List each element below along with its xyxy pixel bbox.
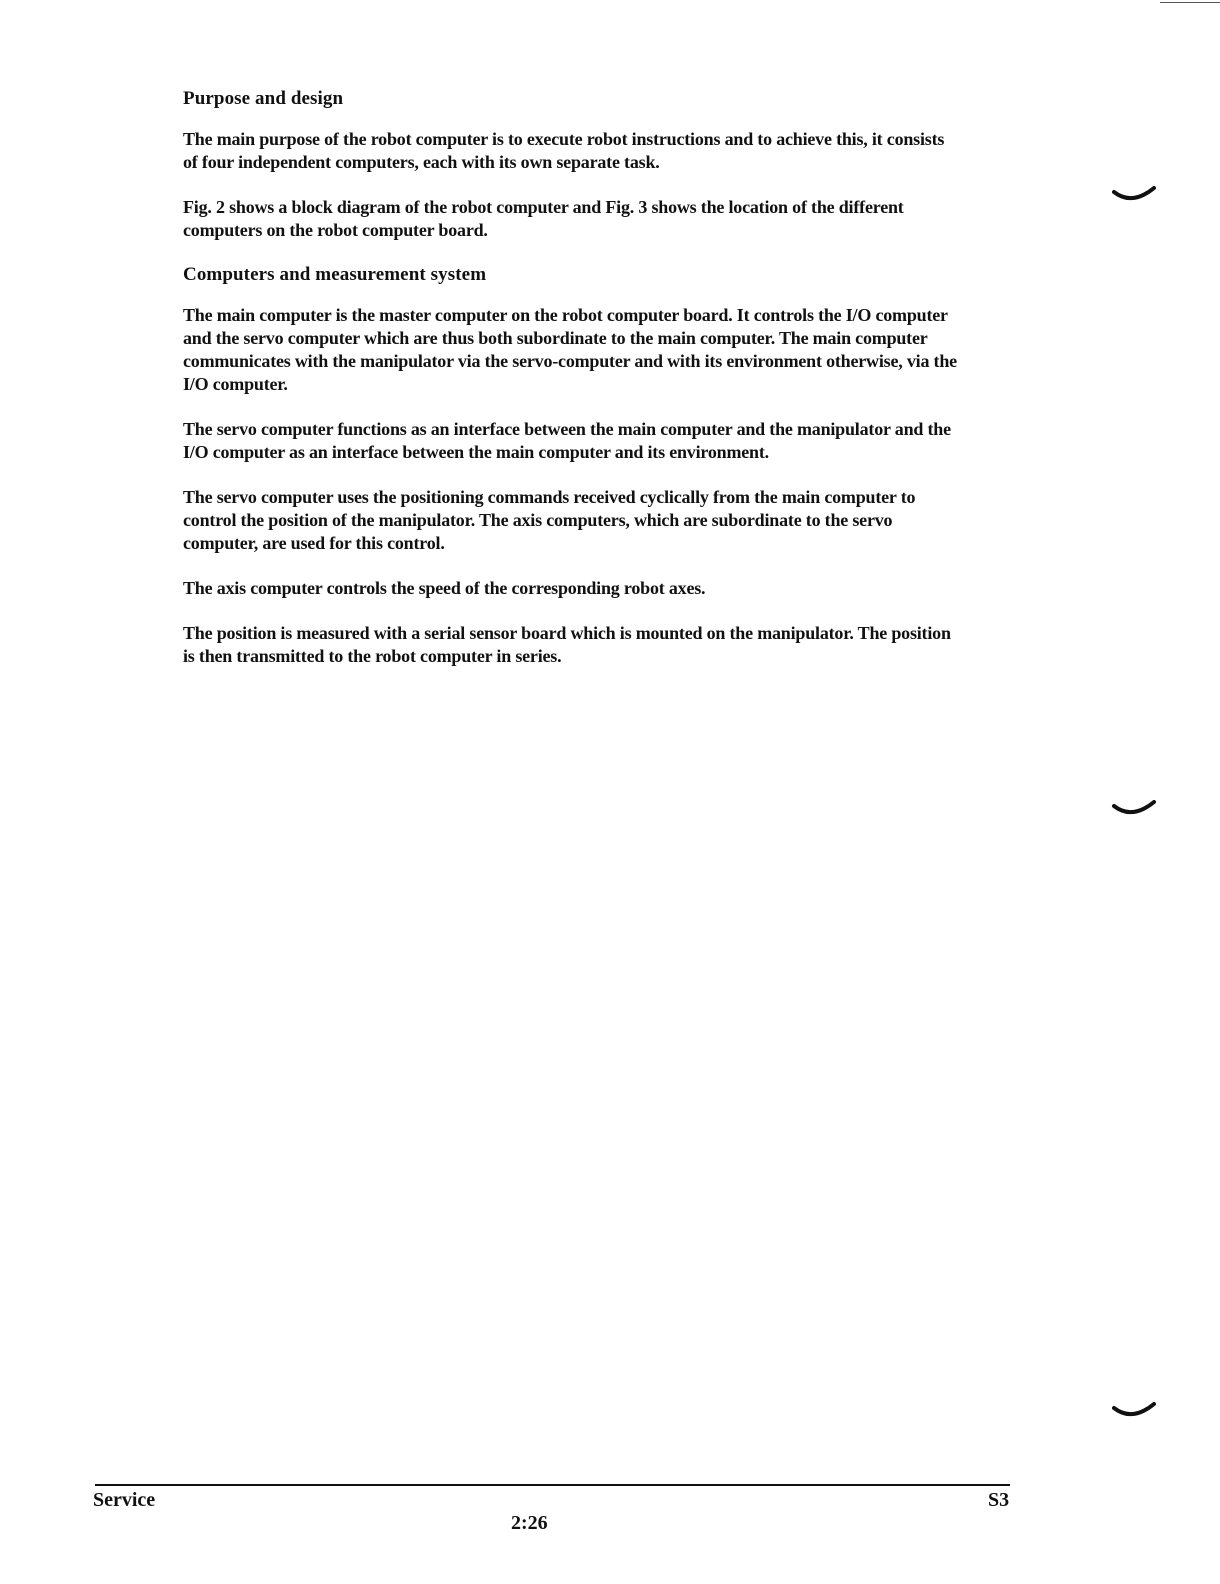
page-number: 2:26 <box>511 1512 548 1534</box>
paragraph: The main purpose of the robot computer is to execute robot instructions and to achieve this, it consists of four independent computers, each with its own separate task. <box>183 129 945 172</box>
paragraph: The position is measured with a serial sensor board which is mounted on the manipulator. The position is then transmitted to the robot computer in series. <box>183 623 951 666</box>
paragraph: The servo computer functions as an interface between the main computer and the manipulator and the I/O computer as an interface between the main computer and its environment. <box>183 419 951 462</box>
document-body <box>183 88 963 690</box>
section-heading-computers: Computers and measurement system <box>183 264 487 285</box>
paragraph: The main computer is the master computer on the robot computer board. It controls the I/O computer and the servo computer which are thus both subordinate to the main computer. The main computer communicates with the manipulator via the servo-computer and with its environment otherwise, via the I/O computer. <box>183 305 957 394</box>
binder-hole-mark-icon <box>1110 800 1158 822</box>
scan-edge-line <box>1160 2 1220 3</box>
paragraph: Fig. 2 shows a block diagram of the robot computer and Fig. 3 shows the location of the different computers on the robot computer board. <box>183 197 904 240</box>
paragraph: The servo computer uses the positioning commands received cyclically from the main computer to control the position of the manipulator. The axis computers, which are subordinate to the servo computer, are used for this control. <box>183 487 916 553</box>
footer-section-label: Service <box>93 1489 156 1511</box>
footer-rule <box>95 1484 1010 1486</box>
binder-hole-mark-icon <box>1110 1402 1158 1424</box>
paragraph: The axis computer controls the speed of the corresponding robot axes. <box>183 578 706 598</box>
section-heading-purpose: Purpose and design <box>183 88 344 109</box>
binder-hole-mark-icon <box>1110 186 1158 208</box>
footer-document-code: S3 <box>988 1489 1010 1511</box>
